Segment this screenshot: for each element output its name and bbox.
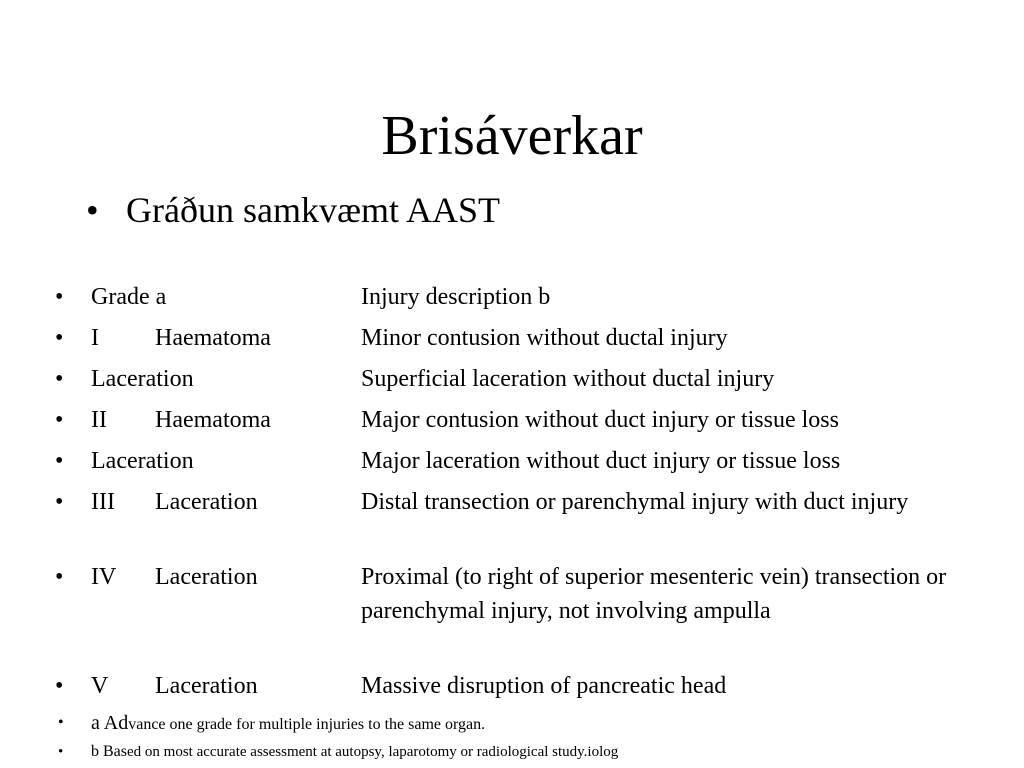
row-type: Laceration bbox=[155, 564, 258, 590]
bullet-dot: • bbox=[55, 407, 64, 433]
row-grade: I bbox=[91, 325, 99, 351]
row-description: Major laceration without duct injury or tissue loss bbox=[361, 448, 841, 474]
row-description: Massive disruption of pancreatic head bbox=[361, 673, 727, 699]
header-description: Injury description b bbox=[361, 284, 551, 310]
row-description: Major contusion without duct injury or tissue loss bbox=[361, 407, 839, 433]
subtitle-text: Gráðun samkvæmt AAST bbox=[126, 190, 500, 230]
row-type: Laceration bbox=[155, 673, 258, 699]
row-description: Proximal (to right of superior mesenteric vein) transection or parenchymal injury, not involving ampulla bbox=[361, 564, 947, 624]
bullet-dot: • bbox=[58, 714, 64, 731]
footnote-b-prefix: b Bas bbox=[91, 743, 127, 760]
row-grade: II bbox=[91, 407, 107, 433]
row-description: Superficial laceration without ductal injury bbox=[361, 366, 775, 392]
row-grade: V bbox=[91, 673, 109, 699]
bullet-dot: • bbox=[58, 744, 64, 760]
footnote-a-body: vance one grade for multiple injuries to the same organ. bbox=[128, 716, 486, 733]
bullet-dot: • bbox=[55, 673, 64, 699]
footnote-a-prefix: a Ad bbox=[91, 712, 129, 734]
header-grade: Grade a bbox=[91, 284, 167, 310]
row-grade: Laceration bbox=[91, 366, 194, 392]
slide-title: Brisáverkar bbox=[381, 105, 643, 167]
row-type: Haematoma bbox=[155, 407, 271, 433]
row-description: Minor contusion without ductal injury bbox=[361, 325, 728, 351]
bullet-dot: • bbox=[55, 284, 64, 310]
footnote-b-body: ed on most accurate assessment at autopsy, laparotomy or radiological study.iolog bbox=[127, 744, 619, 760]
footnote-b-text bbox=[91, 740, 618, 764]
row-grade: Laceration bbox=[91, 448, 194, 474]
bullet-dot: • bbox=[55, 366, 64, 392]
bullet-dot: • bbox=[55, 564, 64, 590]
row-type: Laceration bbox=[155, 489, 258, 515]
row-grade: III bbox=[91, 489, 115, 515]
bullet-dot: • bbox=[55, 489, 64, 515]
row-description: Distal transection or parenchymal injury with duct injury bbox=[361, 489, 909, 515]
row-grade: IV bbox=[91, 564, 117, 590]
subtitle-bullet-item bbox=[86, 188, 500, 232]
bullet-dot: • bbox=[86, 190, 99, 230]
bullet-dot: • bbox=[55, 448, 64, 474]
row-type: Haematoma bbox=[155, 325, 271, 351]
bullet-dot: • bbox=[55, 325, 64, 351]
footnote-a-text bbox=[91, 710, 485, 738]
